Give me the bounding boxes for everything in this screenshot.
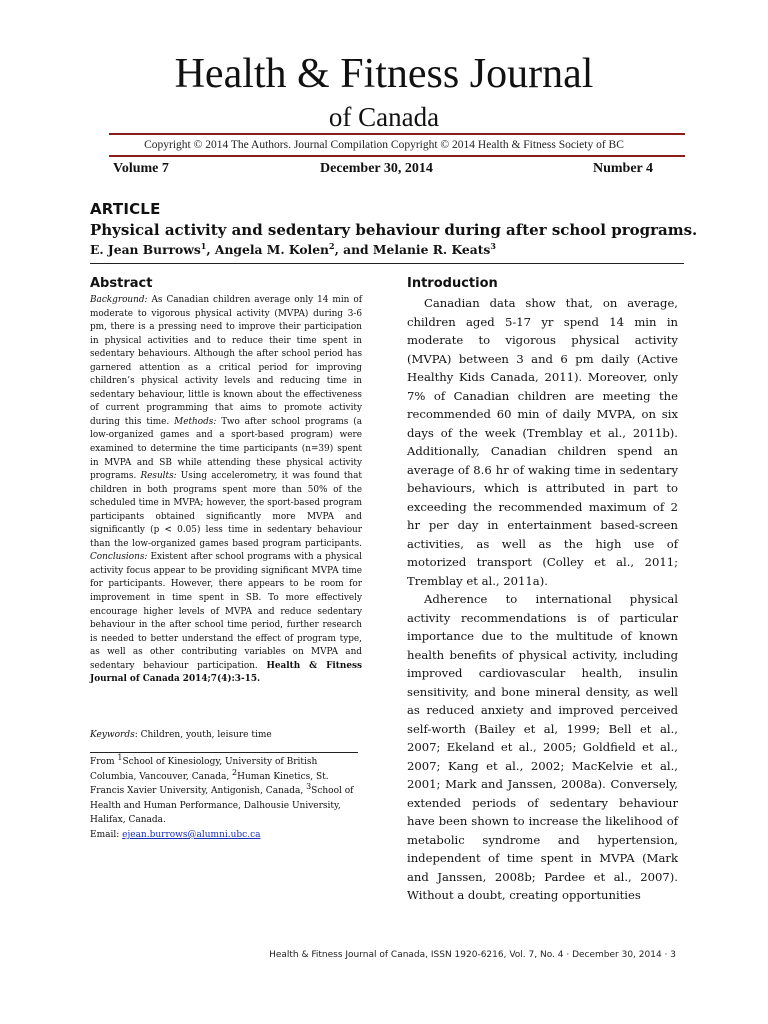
abstract-results: Using accelerometry, it was found that children in both programs spent more than 50% of the scheduled time in MVPA; however, the sport-based program participants obtained significantly more MVPA and significantly (p < 0.05) less time in sedentary behaviour than the low-organized games based program participants. (90, 471, 362, 549)
abstract-background: As Canadian children average only 14 min of moderate to vigorous physical activity (MVPA) during 3-6 pm, there is a pressing need to improve their participation in physical activities and to reduce their time spent in sedentary behaviours. Although the after school period has garnered attention as a critical period for improving children’s physical activity levels and reducing time in sedentary behaviour, little is known about the effectiveness of current programming that aims to promote activity during this time. (90, 295, 362, 427)
abstract-results-label: Results: (140, 471, 177, 482)
affiliations-footnote (90, 755, 362, 843)
volume-label: Volume 7 (113, 161, 169, 176)
abstract-background-label: Background: (90, 295, 148, 305)
author-list (90, 242, 496, 257)
email-link[interactable]: ejean.burrows@alumni.ubc.ca (122, 829, 261, 840)
affiliation-marker: 3 (306, 782, 312, 792)
header-rule-top (109, 133, 685, 135)
author-affiliation-marker: 1 (200, 240, 207, 251)
issue-number: Number 4 (593, 161, 654, 176)
affiliations-from: From (90, 757, 118, 767)
affiliation-1: School of Kinesiology, University of British Columbia, Vancouver, Canada, (90, 757, 318, 782)
author-affiliation-marker: 2 (328, 240, 335, 251)
copyright-notice: Copyright © 2014 The Authors. Journal Compilation Copyright © 2014 Health & Fitness Society of BC (144, 139, 624, 151)
author-separator: , and (334, 242, 373, 257)
keywords-label: Keywords (90, 730, 135, 740)
footnote-divider (90, 752, 358, 753)
header-rule-bottom (109, 155, 685, 157)
introduction-paragraph: Canadian data show that, on average, children aged 5-17 yr spend 14 min in moderate to vigorous physical activity (MVPA) between 3 and 6 pm daily (Active Healthy Kids Canada, 2011). Moreover, only 7% of Canadian children are meeting the recommended 60 min of daily MVPA, on six days of the week (Tremblay et al., 2011b). Additionally, Canadian children spend an average of 8.6 hr of waking time in sedentary behaviours, which is attributed in part to exceeding the recommended maximum of 2 hr per day in entertainment based-screen activities, as well as the high use of motorized transport (Colley et al., 2011; Tremblay et al., 2011a). (407, 296, 678, 588)
author-divider (90, 263, 684, 264)
author-affiliation-marker: 3 (490, 240, 496, 251)
affiliation-marker: 2 (232, 767, 238, 777)
abstract-citation: Health & Fitness Journal of Canada 2014;7(4):3-15. (90, 660, 362, 685)
journal-subtitle: of Canada (328, 102, 440, 132)
article-title: Physical activity and sedentary behaviour during after school programs. (90, 221, 698, 239)
abstract-conclusions: Existent after school programs with a physical activity focus appear to be providing significant MVPA time for participants. However, there appears to be room for improvement in time spent in SB. To more effectively encourage higher levels of MVPA and reduce sedentary behaviour in the after school time period, further research is needed to better understand the effect of program type, as well as other contributing variables on MVPA and sedentary behaviour participation. (90, 552, 362, 671)
abstract-methods-label: Methods: (174, 416, 217, 427)
journal-title: Health & Fitness Journal (174, 51, 594, 97)
keywords (90, 730, 362, 740)
introduction-paragraph: Adherence to international physical activity recommendations is of particular importance due to the multitude of known health benefits of physical activity, including improved cardiovascular health, insulin sensitivity, and bone mineral density, as well as reduced anxiety and improved perceived self-worth (Bailey et al, 1999; Bell et al., 2007; Ekeland et al., 2005; Goldfield et al., 2007; Kang et al., 2002; MacKelvie et al., 2001; Mark and Janssen, 2008a). Conversely, extended periods of sedentary behaviour have been shown to increase the likelihood of metabolic syndrome and hypertension, independent of time spent in MVPA (Mark and Janssen, 2008b; Pardee et al., 2007). Without a doubt, creating opportunities (407, 592, 678, 902)
introduction-heading: Introduction (407, 276, 498, 291)
author-name: Melanie R. Keats (372, 242, 491, 257)
abstract-methods: Two after school programs (a low-organized games and a sport-based program) were examined to determine the time participants (n=39) spent in MVPA and SB while attending these physical activity programs. (90, 416, 362, 482)
affiliation-3: School of Health and Human Performance, Dalhousie University, Halifax, Canada. (90, 786, 354, 826)
keywords-list: : Children, youth, leisure time (134, 730, 272, 740)
running-footer: Health & Fitness Journal of Canada, ISSN 1920-6216, Vol. 7, No. 4 · December 30, 2014 · 3 (269, 950, 676, 960)
author-name: E. Jean Burrows (90, 242, 201, 257)
affiliation-marker: 1 (117, 753, 123, 762)
abstract-conclusions-label: Conclusions: (90, 552, 148, 563)
issue-date: December 30, 2014 (320, 161, 433, 176)
author-separator: , (206, 242, 215, 257)
abstract-heading: Abstract (90, 276, 153, 291)
abstract-text (90, 294, 362, 687)
introduction-text (407, 294, 678, 905)
author-name: Angela M. Kolen (214, 242, 329, 257)
affiliation-2: Human Kinetics, St. Francis Xavier University, Antigonish, Canada, (90, 771, 329, 797)
email-label: Email: (90, 829, 123, 840)
article-type-label: ARTICLE (90, 200, 161, 218)
